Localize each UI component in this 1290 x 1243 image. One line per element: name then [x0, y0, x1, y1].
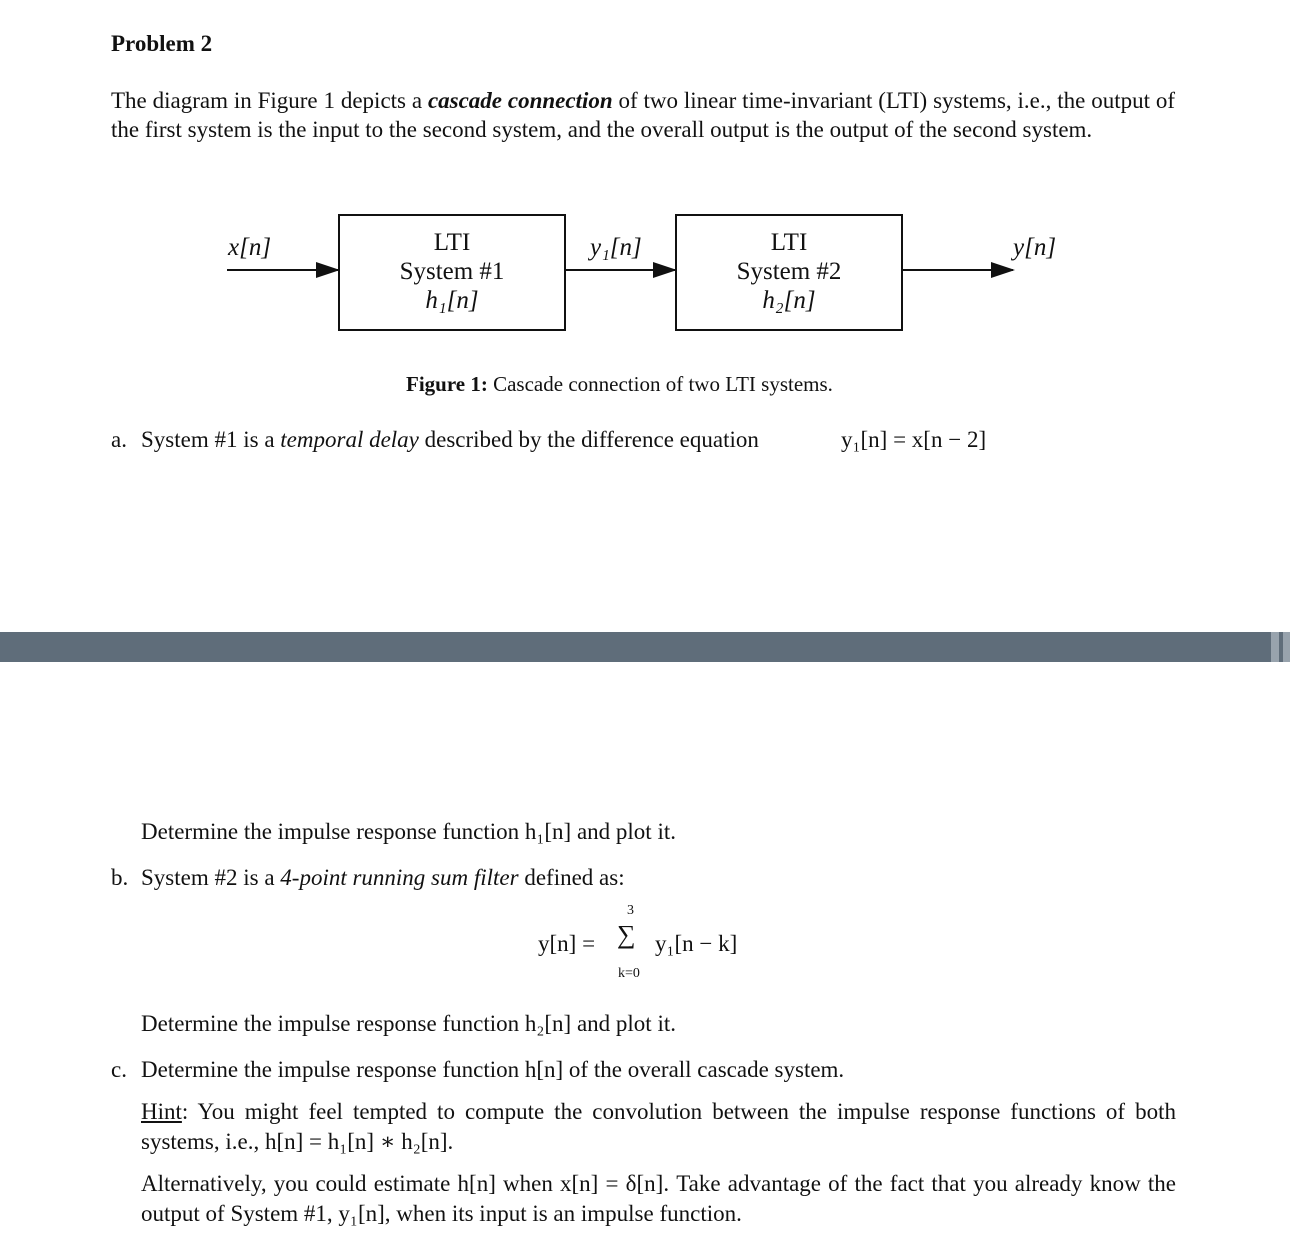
system-1-line-2: System #1: [399, 258, 505, 285]
alternative-paragraph: Alternatively, you could estimate h[n] when x[n] = δ[n]. Take advantage of the fact that you already know the output of System #1, y₁[n], when its input is an impulse function.: [141, 1171, 1176, 1226]
part-a-emphasis: temporal delay: [280, 427, 419, 452]
part-b-text-2: defined as:: [518, 865, 625, 890]
intermediate-signal-label: y₁[n]: [590, 234, 642, 261]
intro-emphasis: cascade connection: [427, 88, 613, 113]
cascade-diagram: [0, 0, 1290, 360]
figure-caption-label: Figure 1:: [406, 372, 488, 396]
problem-title: Problem 2: [111, 31, 213, 56]
part-b-eq-rhs: y₁[n − k]: [655, 931, 738, 956]
sum-lower-limit: k=0: [618, 966, 640, 981]
system-2-impulse-response: h₂[n]: [762, 287, 816, 314]
part-b-eq-lhs: y[n] =: [538, 931, 596, 956]
part-b-statement: [141, 863, 625, 892]
part-a-text-1: System #1 is a: [141, 427, 281, 452]
hint-paragraph: [141, 1097, 1176, 1157]
part-b-task: Determine the impulse response function h₂[n] and plot it.: [141, 1011, 676, 1036]
part-c-statement: Determine the impulse response function h[n] of the overall cascade system.: [141, 1057, 845, 1082]
part-a-statement: [141, 425, 759, 454]
part-b-text-1: System #2 is a: [141, 865, 281, 890]
lti-system-2-box: [675, 214, 903, 331]
figure-caption: [406, 372, 833, 397]
hint-label: Hint: [141, 1099, 182, 1124]
part-a-marker: a.: [111, 427, 127, 452]
intro-text-1: The diagram in Figure 1 depicts a: [111, 88, 428, 113]
figure-caption-text: Cascade connection of two LTI systems.: [487, 372, 833, 396]
system-1-impulse-response: h₁[n]: [425, 287, 479, 314]
intro-text-2: of two linear time-invariant (LTI) systems, i.e., the output of the first system is the input to the second system, and the overall output is the output of the second system.: [111, 88, 1175, 142]
input-signal-label: x[n]: [228, 234, 272, 261]
divider-handle-2: [1283, 632, 1290, 662]
part-a-task: Determine the impulse response function h₁[n] and plot it.: [141, 819, 676, 844]
part-c-marker: c.: [111, 1057, 127, 1082]
system-2-line-1: LTI: [770, 229, 808, 256]
part-a-equation: y₁[n] = x[n − 2]: [841, 427, 987, 452]
lti-system-1-box: [338, 214, 566, 331]
output-signal-label: y[n]: [1013, 234, 1057, 261]
part-a-text-2: described by the difference equation: [418, 427, 759, 452]
divider-handle: [1271, 632, 1279, 662]
part-b-emphasis: 4-point running sum filter: [280, 865, 519, 890]
hint-text: : You might feel tempted to compute the convolution between the impulse response functions of both systems, i.e., h[n] = h₁[n] ∗ h₂[n].: [141, 1099, 1176, 1154]
page-divider-bar: [0, 632, 1290, 662]
part-b-marker: b.: [111, 865, 129, 890]
sum-symbol: ∑: [617, 920, 636, 949]
system-2-line-2: System #2: [736, 258, 842, 285]
system-1-line-1: LTI: [433, 229, 471, 256]
sum-upper-limit: 3: [627, 903, 634, 918]
